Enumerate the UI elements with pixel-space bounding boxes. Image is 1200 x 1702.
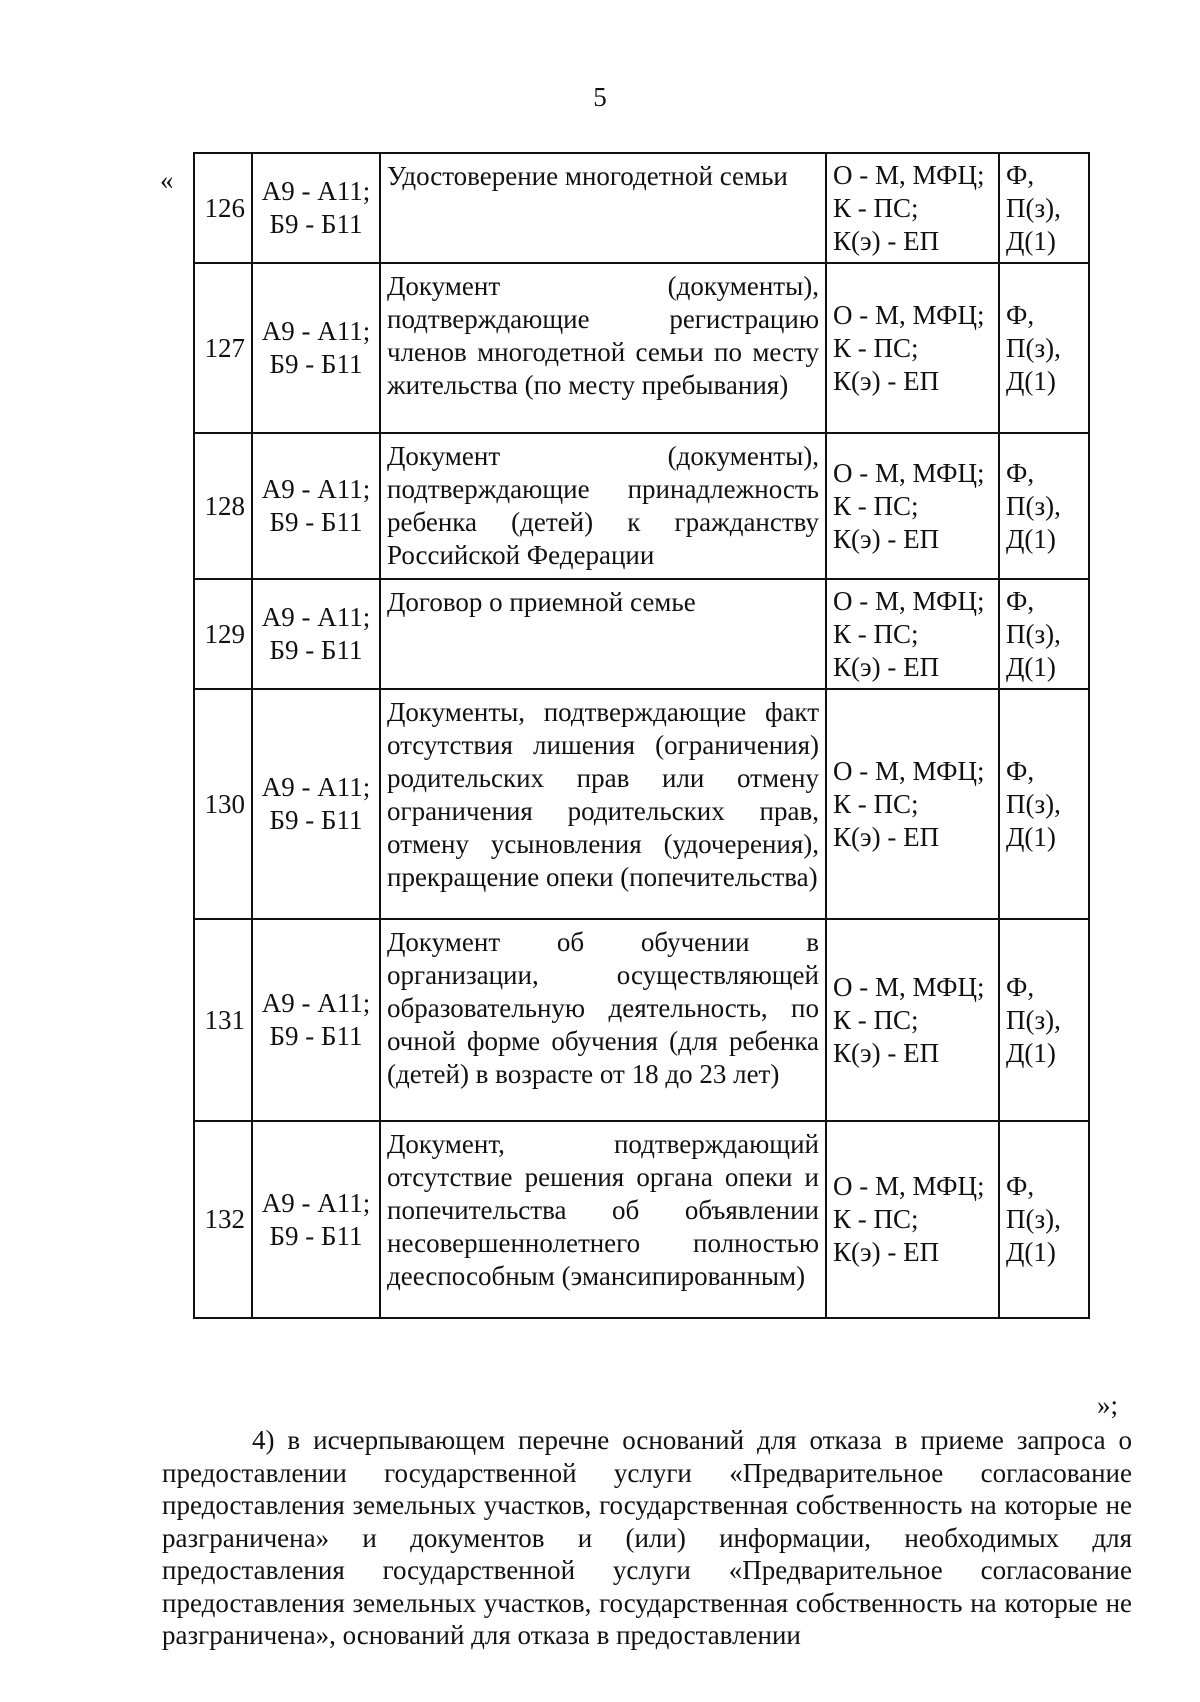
row-submission-line: О - М, МФЦ; (833, 585, 985, 616)
row-form-line: Д(1) (1006, 651, 1056, 682)
row-form-line: П(з), (1006, 490, 1061, 521)
row-form-line: Д(1) (1006, 225, 1056, 256)
row-code (252, 433, 380, 579)
table-row (194, 263, 1089, 433)
row-form (999, 689, 1089, 919)
table-row (194, 1121, 1089, 1318)
row-code-line: Б9 - Б11 (269, 805, 363, 835)
row-code-line: Б9 - Б11 (269, 209, 363, 239)
row-code (252, 1121, 380, 1318)
row-document: Документ, подтверждающий отсутствие решения органа опеки и попечительства об объявлении несовершеннолетнего полностью дееспособным (эмансипированным) (380, 1121, 826, 1318)
row-form-line: Д(1) (1006, 365, 1056, 396)
row-number: 132 (194, 1121, 252, 1318)
row-form (999, 919, 1089, 1121)
row-submission (826, 919, 999, 1121)
row-code (252, 919, 380, 1121)
row-code-line: А9 - А11; (261, 602, 371, 632)
row-code (252, 153, 380, 263)
row-number: 128 (194, 433, 252, 579)
row-code-line: А9 - А11; (261, 1187, 371, 1218)
row-submission-line: К(э) - ЕП (833, 365, 940, 396)
row-number: 126 (194, 153, 252, 263)
row-form-line: П(з), (1006, 1004, 1061, 1035)
row-form-line: П(з), (1006, 618, 1061, 649)
row-submission-line: О - М, МФЦ; (833, 1171, 985, 1201)
documents-table (193, 152, 1090, 1319)
page-number: 5 (593, 82, 607, 112)
row-code-line: А9 - А11; (261, 988, 371, 1018)
row-form-line: Ф, (1006, 755, 1035, 786)
table-row (194, 433, 1089, 579)
row-submission-line: О - М, МФЦ; (833, 457, 985, 488)
row-form-line: П(з), (1006, 1204, 1061, 1234)
table-row (194, 579, 1089, 689)
row-code-line: А9 - А11; (261, 316, 371, 346)
row-submission-line: К - ПС; (833, 1204, 919, 1234)
row-form-line: Д(1) (1006, 523, 1056, 554)
row-submission-line: О - М, МФЦ; (833, 299, 985, 330)
row-submission-line: К - ПС; (833, 1004, 919, 1035)
row-form-line: Ф, (1006, 457, 1035, 488)
row-form (999, 579, 1089, 689)
table-row (194, 689, 1089, 919)
row-number: 130 (194, 689, 252, 919)
row-submission-line: К - ПС; (833, 332, 919, 363)
row-submission-line: К - ПС; (833, 192, 919, 223)
row-code-line: Б9 - Б11 (269, 349, 363, 379)
row-number: 129 (194, 579, 252, 689)
row-submission-line: К(э) - ЕП (833, 225, 940, 256)
row-submission (826, 579, 999, 689)
row-submission-line: К(э) - ЕП (833, 821, 940, 852)
row-form-line: Ф, (1006, 159, 1035, 190)
row-submission-line: К - ПС; (833, 618, 919, 649)
row-form-line: Ф, (1006, 971, 1035, 1002)
row-form-line: Ф, (1006, 585, 1035, 616)
row-form (999, 263, 1089, 433)
row-submission (826, 263, 999, 433)
row-number: 127 (194, 263, 252, 433)
opening-quote: « (160, 165, 174, 195)
row-code-line: А9 - А11; (261, 772, 371, 802)
row-submission-line: К - ПС; (833, 490, 919, 521)
row-code (252, 689, 380, 919)
row-form-line: П(з), (1006, 192, 1061, 223)
row-code-line: Б9 - Б11 (269, 507, 363, 537)
row-submission-line: К(э) - ЕП (833, 651, 940, 682)
row-code (252, 263, 380, 433)
row-submission-line: О - М, МФЦ; (833, 159, 985, 190)
row-submission (826, 153, 999, 263)
body-paragraph: 4) в исчерпывающем перечне оснований для отказа в приеме запроса о предоставлении государственной услуги «Предварительное согласование предоставления земельных участков, государственная собственность на которые не разграничена» и документов и (или) информации, необходимых для предоставления государственной услуги «Предварительное согласование предоставления земельных участков, государственная собственность на которые не разграничена», оснований для отказа в предоставлении (162, 1425, 1132, 1650)
row-submission-line: О - М, МФЦ; (833, 755, 985, 786)
table-row (194, 153, 1089, 263)
row-form-line: Д(1) (1006, 1237, 1056, 1267)
row-form-line: Д(1) (1006, 1037, 1056, 1068)
row-code-line: А9 - А11; (261, 474, 371, 504)
row-document: Договор о приемной семье (380, 579, 826, 689)
row-document: Документ об обучении в организации, осуществляющей образовательную деятельность, по очной форме обучения (для ребенка (детей) в возрасте от 18 до 23 лет) (380, 919, 826, 1121)
row-submission-line: О - М, МФЦ; (833, 971, 985, 1002)
row-form-line: Ф, (1006, 299, 1035, 330)
row-code-line: Б9 - Б11 (269, 635, 363, 665)
row-document: Документы, подтверждающие факт отсутствия лишения (ограничения) родительских прав или отмену ограничения родительских прав, отмену усыновления (удочерения), прекращение опеки (попечительства) (380, 689, 826, 919)
row-form (999, 1121, 1089, 1318)
row-code-line: Б9 - Б11 (269, 1021, 363, 1051)
row-form-line: Д(1) (1006, 821, 1056, 852)
row-document: Удостоверение многодетной семьи (380, 153, 826, 263)
row-form (999, 433, 1089, 579)
row-form (999, 153, 1089, 263)
closing-quote: »; (1097, 1390, 1119, 1420)
row-form-line: П(з), (1006, 788, 1061, 819)
row-form-line: П(з), (1006, 332, 1061, 363)
row-submission-line: К(э) - ЕП (833, 1237, 940, 1267)
row-code-line: Б9 - Б11 (269, 1220, 363, 1251)
row-submission-line: К(э) - ЕП (833, 523, 940, 554)
row-submission-line: К - ПС; (833, 788, 919, 819)
row-code-line: А9 - А11; (261, 176, 371, 206)
row-number: 131 (194, 919, 252, 1121)
row-submission (826, 1121, 999, 1318)
documents-table-body (194, 153, 1089, 1318)
row-document: Документ (документы), подтверждающие регистрацию членов многодетной семьи по месту жительства (по месту пребывания) (380, 263, 826, 433)
row-code (252, 579, 380, 689)
table-row (194, 919, 1089, 1121)
row-submission (826, 433, 999, 579)
row-submission (826, 689, 999, 919)
row-form-line: Ф, (1006, 1171, 1035, 1201)
row-document: Документ (документы), подтверждающие принадлежность ребенка (детей) к гражданству Российской Федерации (380, 433, 826, 579)
row-submission-line: К(э) - ЕП (833, 1037, 940, 1068)
